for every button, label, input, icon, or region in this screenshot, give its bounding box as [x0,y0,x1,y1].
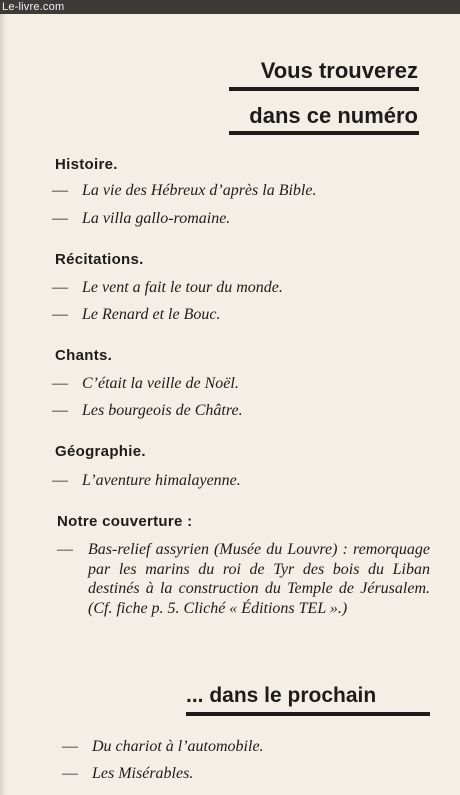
item-text: L’aventure himalayenne. [82,472,241,489]
list-item [52,181,316,200]
watermark: Le-livre.com [2,1,65,13]
next-issue-rule [186,712,430,716]
dash: — [52,279,68,296]
page-edge-shadow [0,14,7,795]
next-issue-heading: ... dans le prochain [186,684,377,707]
dash: — [52,306,68,323]
cover-description: Bas-relief assyrien (Musée du Louvre) : remorquage par les marins du roi de Tyr des bois du Liban destinés à la construction du Temple de Jérusalem. (Cf. fiche p. 5. Cliché « Éditions TEL ».) [88,541,430,617]
heading-rule-2 [229,131,419,135]
list-item [62,737,264,756]
item-text: Les Misérables. [92,765,194,782]
item-text: La vie des Hébreux d’après la Bible. [82,182,317,199]
dash: — [52,210,68,227]
top-band [0,0,460,14]
item-text: C’était la veille de Noël. [82,375,239,392]
heading-line-1: Vous trouverez [260,58,418,83]
heading-rule-1 [229,87,419,91]
section-title-chants: Chants. [55,347,113,364]
list-item [52,305,220,324]
section-title-geographie: Géographie. [55,443,146,460]
dash: — [52,472,68,489]
list-item [52,209,230,228]
item-text: Le Renard et le Bouc. [82,306,221,323]
list-item [52,471,241,490]
item-text: Du chariot à l’automobile. [92,738,264,755]
dash: — [62,738,78,755]
item-text: Le vent a fait le tour du monde. [82,279,283,296]
section-title-recitations: Récitations. [55,251,144,268]
heading-line-2: dans ce numéro [249,103,418,128]
dash: — [52,375,68,392]
list-item [62,764,193,783]
dash: — [57,541,73,558]
list-item [52,278,283,297]
list-item [52,374,239,393]
section-title-histoire: Histoire. [55,156,118,173]
item-text: Les bourgeois de Châtre. [82,402,243,419]
section-title-couverture: Notre couverture : [57,513,193,530]
item-text: La villa gallo-romaine. [82,210,231,227]
list-item [52,401,243,420]
dash: — [52,182,68,199]
dash: — [62,765,78,782]
dash: — [52,402,68,419]
